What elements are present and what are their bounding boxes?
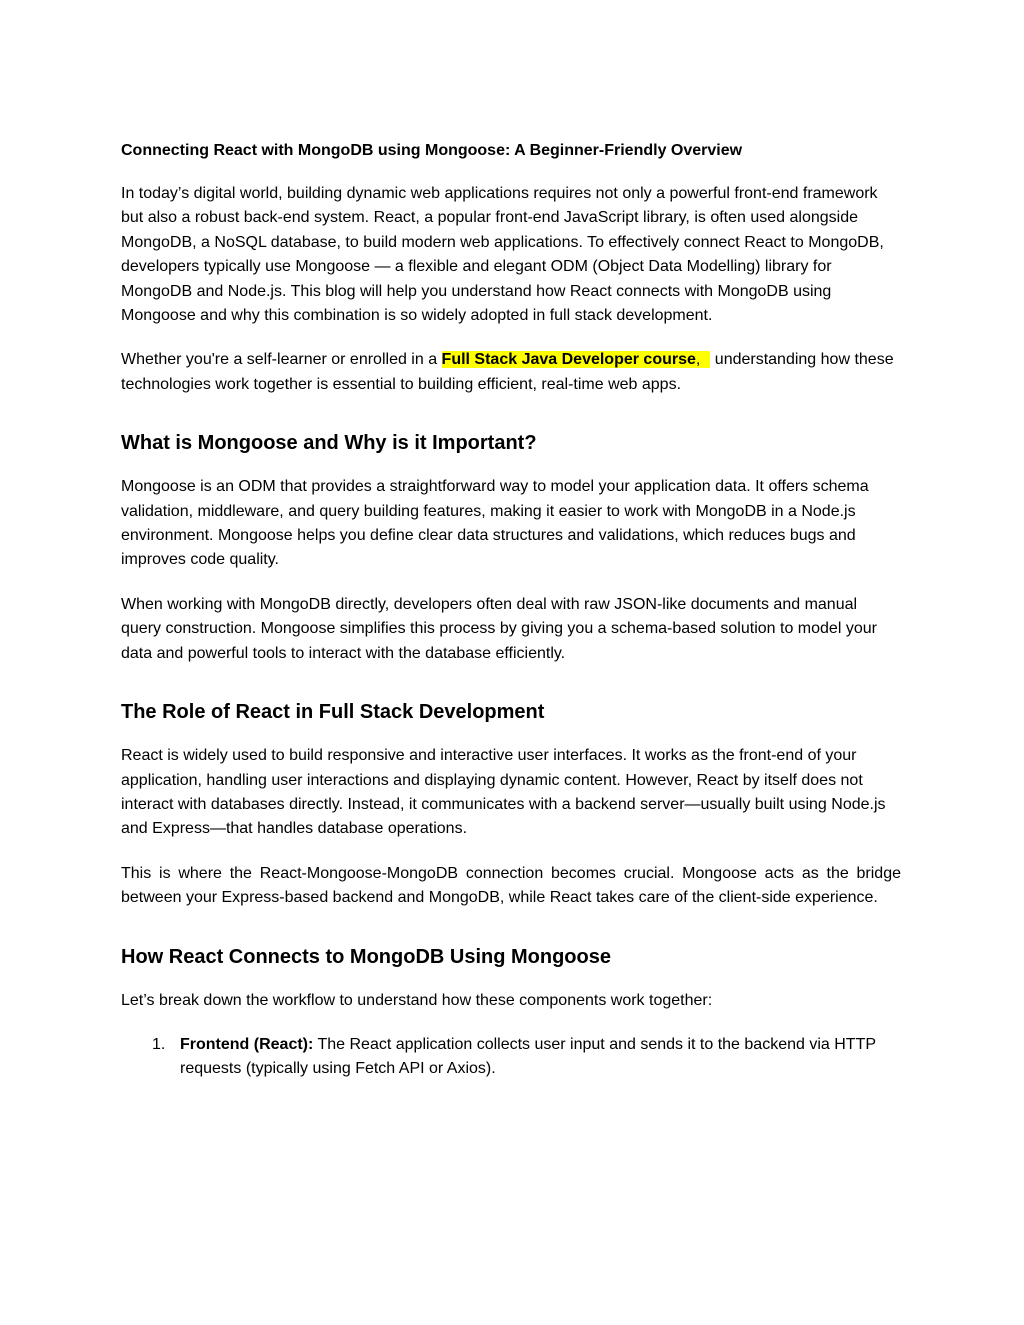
intro-paragraph-2-start: Whether you're a self-learner or enrolled in a xyxy=(121,351,442,369)
document-title: Connecting React with MongoDB using Mongoose: A Beginner-Friendly Overview xyxy=(121,142,743,159)
mongoose-paragraph-2: When working with MongoDB directly, developers often deal with raw JSON-like documents and manual query construction. Mongoose simplifies this process by giving you a schema-based solution to model your data and powerful tools to interact with the database efficiently. xyxy=(121,595,877,662)
react-role-paragraph-2: This is where the React-Mongoose-MongoDB connection becomes crucial. Mongoose acts as the bridge between your Express-based backend and MongoDB, while React takes care of the client-side experience. xyxy=(121,864,901,907)
course-link[interactable] xyxy=(442,351,711,368)
connection-paragraph-1: Let’s break down the workflow to understand how these components work together: xyxy=(121,991,713,1009)
react-role-paragraph-1: React is widely used to build responsive and interactive user interfaces. It works as the front-end of your application, handling user interactions and displaying dynamic content. However, React by itself does not interact with databases directly. Instead, it communicates with a backend server—usually built using Node.js and Express—that handles database operations. xyxy=(121,747,886,838)
course-link-comma: , xyxy=(695,351,701,369)
intro-paragraph-2 xyxy=(121,348,901,397)
list-item-number: 1. xyxy=(152,1035,166,1053)
course-link-text: Full Stack Java Developer course xyxy=(441,351,696,369)
intro-paragraph-2-end: understanding how these technologies work together is essential to building efficient, real-time web apps. xyxy=(121,351,894,393)
list-item-term: Frontend (React): xyxy=(180,1035,314,1053)
section-heading-react-role: The Role of React in Full Stack Development xyxy=(121,701,545,724)
intro-paragraph-1: In today’s digital world, building dynamic web applications requires not only a powerful front-end framework but also a robust back-end system. React, a popular front-end JavaScript library, is often used alongside MongoDB, a NoSQL database, to build modern web applications. To effectively connect React to MongoDB, developers typically use Mongoose — a flexible and elegant ODM (Object Data Modelling) library for MongoDB and Node.js. This blog will help you understand how React connects with MongoDB using Mongoose and why this combination is so widely adopted in full stack development. xyxy=(121,185,884,325)
list-item-text: The React application collects user input and sends it to the backend via HTTP requests (typically using Fetch API or Axios). xyxy=(180,1035,876,1078)
workflow-list xyxy=(121,1033,901,1082)
mongoose-paragraph-1: Mongoose is an ODM that provides a straightforward way to model your application data. It offers schema validation, middleware, and query building features, making it easier to work with MongoDB in a Node.js environment. Mongoose helps you define clear data structures and validations, which reduces bugs and improves code quality. xyxy=(121,478,869,569)
section-heading-connection: How React Connects to MongoDB Using Mongoose xyxy=(121,945,611,968)
section-heading-mongoose: What is Mongoose and Why is it Important? xyxy=(121,432,537,455)
list-item xyxy=(121,1033,901,1082)
document-page xyxy=(121,140,901,1082)
